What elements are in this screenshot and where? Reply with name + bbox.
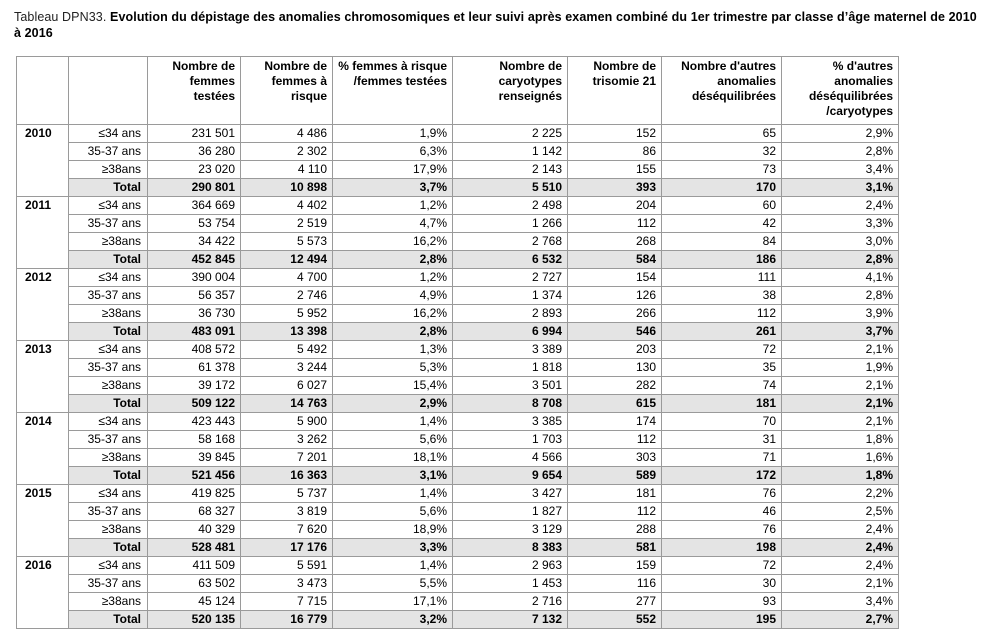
total-row [17, 539, 899, 557]
table-row [17, 557, 899, 575]
age-class-cell: Total [69, 323, 148, 341]
header-cell: % femmes à risque /femmes testées [333, 57, 453, 125]
total-row [17, 323, 899, 341]
table-row [17, 233, 899, 251]
value-cell: 2 498 [453, 197, 568, 215]
year-cell: 2010 [17, 125, 69, 197]
value-cell: 4 402 [241, 197, 333, 215]
age-class-cell: Total [69, 467, 148, 485]
value-cell: 152 [568, 125, 662, 143]
value-cell: 4 110 [241, 161, 333, 179]
value-cell: 8 383 [453, 539, 568, 557]
age-class-cell: ≥38ans [69, 305, 148, 323]
value-cell: 174 [568, 413, 662, 431]
value-cell: 266 [568, 305, 662, 323]
value-cell: 5 591 [241, 557, 333, 575]
value-cell: 8 708 [453, 395, 568, 413]
header-cell: Nombre de caryotypes renseignés [453, 57, 568, 125]
value-cell: 58 168 [148, 431, 241, 449]
value-cell: 546 [568, 323, 662, 341]
value-cell: 2,1% [782, 377, 899, 395]
table-row [17, 287, 899, 305]
value-cell: 38 [662, 287, 782, 305]
age-class-cell: Total [69, 395, 148, 413]
value-cell: 4,9% [333, 287, 453, 305]
value-cell: 5 737 [241, 485, 333, 503]
value-cell: 7 201 [241, 449, 333, 467]
value-cell: 17,1% [333, 593, 453, 611]
table-row [17, 449, 899, 467]
table-row [17, 143, 899, 161]
value-cell: 12 494 [241, 251, 333, 269]
value-cell: 2,8% [782, 143, 899, 161]
value-cell: 112 [568, 431, 662, 449]
value-cell: 63 502 [148, 575, 241, 593]
value-cell: 2,4% [782, 557, 899, 575]
value-cell: 3 262 [241, 431, 333, 449]
value-cell: 5 900 [241, 413, 333, 431]
value-cell: 17 176 [241, 539, 333, 557]
value-cell: 5 952 [241, 305, 333, 323]
value-cell: 35 [662, 359, 782, 377]
value-cell: 261 [662, 323, 782, 341]
value-cell: 126 [568, 287, 662, 305]
age-class-cell: Total [69, 611, 148, 629]
value-cell: 3,2% [333, 611, 453, 629]
value-cell: 3 244 [241, 359, 333, 377]
age-class-cell: 35-37 ans [69, 215, 148, 233]
value-cell: 4 566 [453, 449, 568, 467]
table-row [17, 575, 899, 593]
value-cell: 6 994 [453, 323, 568, 341]
value-cell: 13 398 [241, 323, 333, 341]
value-cell: 4 700 [241, 269, 333, 287]
value-cell: 7 715 [241, 593, 333, 611]
value-cell: 70 [662, 413, 782, 431]
value-cell: 521 456 [148, 467, 241, 485]
age-class-cell: 35-37 ans [69, 359, 148, 377]
age-class-cell: 35-37 ans [69, 431, 148, 449]
year-cell: 2015 [17, 485, 69, 557]
value-cell: 589 [568, 467, 662, 485]
value-cell: 4 486 [241, 125, 333, 143]
table-body [17, 125, 899, 629]
value-cell: 2,9% [782, 125, 899, 143]
value-cell: 112 [568, 503, 662, 521]
total-row [17, 611, 899, 629]
header-row [17, 57, 899, 125]
value-cell: 2,4% [782, 197, 899, 215]
value-cell: 1,4% [333, 557, 453, 575]
value-cell: 76 [662, 521, 782, 539]
value-cell: 36 280 [148, 143, 241, 161]
value-cell: 16,2% [333, 305, 453, 323]
value-cell: 18,9% [333, 521, 453, 539]
age-class-cell: ≤34 ans [69, 197, 148, 215]
value-cell: 1 827 [453, 503, 568, 521]
value-cell: 1,2% [333, 269, 453, 287]
table-row [17, 269, 899, 287]
value-cell: 46 [662, 503, 782, 521]
caption-text: Evolution du dépistage des anomalies chromosomiques et leur suivi après examen combiné du 1er trimestre par classe d’âge maternel de 2010 à 2016 [14, 10, 977, 40]
value-cell: 1,4% [333, 413, 453, 431]
value-cell: 5,6% [333, 503, 453, 521]
year-cell: 2016 [17, 557, 69, 629]
value-cell: 130 [568, 359, 662, 377]
table-row [17, 161, 899, 179]
value-cell: 3,0% [782, 233, 899, 251]
value-cell: 364 669 [148, 197, 241, 215]
age-class-cell: Total [69, 251, 148, 269]
header-cell: Nombre de femmes testées [148, 57, 241, 125]
value-cell: 186 [662, 251, 782, 269]
value-cell: 3,7% [333, 179, 453, 197]
value-cell: 39 172 [148, 377, 241, 395]
table-row [17, 197, 899, 215]
value-cell: 9 654 [453, 467, 568, 485]
value-cell: 30 [662, 575, 782, 593]
value-cell: 93 [662, 593, 782, 611]
value-cell: 1 142 [453, 143, 568, 161]
age-class-cell: Total [69, 179, 148, 197]
table-row [17, 341, 899, 359]
value-cell: 3,4% [782, 593, 899, 611]
value-cell: 1 266 [453, 215, 568, 233]
value-cell: 56 357 [148, 287, 241, 305]
value-cell: 112 [662, 305, 782, 323]
header-cell [69, 57, 148, 125]
value-cell: 53 754 [148, 215, 241, 233]
value-cell: 15,4% [333, 377, 453, 395]
value-cell: 390 004 [148, 269, 241, 287]
total-row [17, 179, 899, 197]
value-cell: 423 443 [148, 413, 241, 431]
value-cell: 116 [568, 575, 662, 593]
value-cell: 2 746 [241, 287, 333, 305]
table-row [17, 521, 899, 539]
age-class-cell: ≥38ans [69, 449, 148, 467]
header-cell [17, 57, 69, 125]
table-row [17, 413, 899, 431]
value-cell: 3 501 [453, 377, 568, 395]
value-cell: 16,2% [333, 233, 453, 251]
value-cell: 509 122 [148, 395, 241, 413]
table-row [17, 305, 899, 323]
value-cell: 34 422 [148, 233, 241, 251]
value-cell: 3,1% [333, 467, 453, 485]
value-cell: 1 374 [453, 287, 568, 305]
age-class-cell: ≥38ans [69, 233, 148, 251]
value-cell: 3,3% [782, 215, 899, 233]
value-cell: 74 [662, 377, 782, 395]
value-cell: 3,4% [782, 161, 899, 179]
value-cell: 2 716 [453, 593, 568, 611]
value-cell: 581 [568, 539, 662, 557]
value-cell: 76 [662, 485, 782, 503]
value-cell: 2,4% [782, 539, 899, 557]
value-cell: 3 427 [453, 485, 568, 503]
value-cell: 42 [662, 215, 782, 233]
value-cell: 2,7% [782, 611, 899, 629]
value-cell: 2,5% [782, 503, 899, 521]
value-cell: 393 [568, 179, 662, 197]
value-cell: 154 [568, 269, 662, 287]
value-cell: 2,9% [333, 395, 453, 413]
value-cell: 17,9% [333, 161, 453, 179]
age-class-cell: ≤34 ans [69, 413, 148, 431]
value-cell: 2 893 [453, 305, 568, 323]
value-cell: 159 [568, 557, 662, 575]
value-cell: 282 [568, 377, 662, 395]
value-cell: 1,4% [333, 485, 453, 503]
year-cell: 2011 [17, 197, 69, 269]
value-cell: 72 [662, 341, 782, 359]
value-cell: 1 818 [453, 359, 568, 377]
value-cell: 61 378 [148, 359, 241, 377]
header-cell: Nombre de femmes à risque [241, 57, 333, 125]
value-cell: 2,8% [782, 251, 899, 269]
value-cell: 72 [662, 557, 782, 575]
value-cell: 483 091 [148, 323, 241, 341]
value-cell: 10 898 [241, 179, 333, 197]
value-cell: 111 [662, 269, 782, 287]
value-cell: 1,3% [333, 341, 453, 359]
value-cell: 6,3% [333, 143, 453, 161]
value-cell: 112 [568, 215, 662, 233]
value-cell: 419 825 [148, 485, 241, 503]
value-cell: 172 [662, 467, 782, 485]
age-class-cell: 35-37 ans [69, 575, 148, 593]
value-cell: 195 [662, 611, 782, 629]
age-class-cell: ≤34 ans [69, 341, 148, 359]
age-class-cell: ≤34 ans [69, 485, 148, 503]
header-cell: Nombre d'autres anomalies déséquilibrées [662, 57, 782, 125]
value-cell: 71 [662, 449, 782, 467]
value-cell: 2 143 [453, 161, 568, 179]
value-cell: 1,2% [333, 197, 453, 215]
value-cell: 2 519 [241, 215, 333, 233]
value-cell: 1 703 [453, 431, 568, 449]
year-cell: 2012 [17, 269, 69, 341]
value-cell: 277 [568, 593, 662, 611]
year-cell: 2014 [17, 413, 69, 485]
table-row [17, 503, 899, 521]
table-row [17, 359, 899, 377]
value-cell: 288 [568, 521, 662, 539]
value-cell: 2,1% [782, 413, 899, 431]
age-class-cell: ≤34 ans [69, 125, 148, 143]
value-cell: 290 801 [148, 179, 241, 197]
value-cell: 2 768 [453, 233, 568, 251]
table-caption [14, 9, 979, 41]
total-row [17, 395, 899, 413]
value-cell: 7 132 [453, 611, 568, 629]
age-class-cell: 35-37 ans [69, 287, 148, 305]
value-cell: 86 [568, 143, 662, 161]
value-cell: 73 [662, 161, 782, 179]
value-cell: 23 020 [148, 161, 241, 179]
value-cell: 2,1% [782, 575, 899, 593]
age-class-cell: ≥38ans [69, 521, 148, 539]
table-row [17, 377, 899, 395]
value-cell: 181 [662, 395, 782, 413]
value-cell: 3,7% [782, 323, 899, 341]
value-cell: 14 763 [241, 395, 333, 413]
value-cell: 5 510 [453, 179, 568, 197]
value-cell: 2 963 [453, 557, 568, 575]
value-cell: 2,4% [782, 521, 899, 539]
value-cell: 5 492 [241, 341, 333, 359]
value-cell: 6 027 [241, 377, 333, 395]
value-cell: 3 385 [453, 413, 568, 431]
value-cell: 204 [568, 197, 662, 215]
value-cell: 5,5% [333, 575, 453, 593]
value-cell: 40 329 [148, 521, 241, 539]
age-class-cell: ≥38ans [69, 593, 148, 611]
value-cell: 3,9% [782, 305, 899, 323]
value-cell: 1,8% [782, 431, 899, 449]
table-row [17, 215, 899, 233]
value-cell: 65 [662, 125, 782, 143]
screening-table [16, 56, 899, 629]
value-cell: 16 363 [241, 467, 333, 485]
value-cell: 36 730 [148, 305, 241, 323]
value-cell: 1 453 [453, 575, 568, 593]
value-cell: 520 135 [148, 611, 241, 629]
value-cell: 231 501 [148, 125, 241, 143]
value-cell: 1,9% [782, 359, 899, 377]
value-cell: 1,9% [333, 125, 453, 143]
value-cell: 31 [662, 431, 782, 449]
value-cell: 198 [662, 539, 782, 557]
value-cell: 2,8% [333, 251, 453, 269]
age-class-cell: 35-37 ans [69, 503, 148, 521]
value-cell: 615 [568, 395, 662, 413]
value-cell: 411 509 [148, 557, 241, 575]
age-class-cell: 35-37 ans [69, 143, 148, 161]
value-cell: 584 [568, 251, 662, 269]
value-cell: 2 302 [241, 143, 333, 161]
age-class-cell: ≤34 ans [69, 557, 148, 575]
value-cell: 5,3% [333, 359, 453, 377]
value-cell: 16 779 [241, 611, 333, 629]
table-row [17, 593, 899, 611]
value-cell: 203 [568, 341, 662, 359]
value-cell: 4,7% [333, 215, 453, 233]
value-cell: 170 [662, 179, 782, 197]
value-cell: 68 327 [148, 503, 241, 521]
value-cell: 32 [662, 143, 782, 161]
value-cell: 4,1% [782, 269, 899, 287]
value-cell: 2 225 [453, 125, 568, 143]
value-cell: 528 481 [148, 539, 241, 557]
header-cell: Nombre de trisomie 21 [568, 57, 662, 125]
value-cell: 84 [662, 233, 782, 251]
table-row [17, 431, 899, 449]
value-cell: 39 845 [148, 449, 241, 467]
value-cell: 2,1% [782, 395, 899, 413]
caption-label: Tableau DPN33. [14, 10, 107, 24]
value-cell: 45 124 [148, 593, 241, 611]
value-cell: 2,1% [782, 341, 899, 359]
value-cell: 2 727 [453, 269, 568, 287]
value-cell: 3,1% [782, 179, 899, 197]
age-class-cell: ≥38ans [69, 161, 148, 179]
value-cell: 3,3% [333, 539, 453, 557]
value-cell: 5 573 [241, 233, 333, 251]
value-cell: 5,6% [333, 431, 453, 449]
age-class-cell: ≤34 ans [69, 269, 148, 287]
value-cell: 552 [568, 611, 662, 629]
value-cell: 452 845 [148, 251, 241, 269]
total-row [17, 251, 899, 269]
value-cell: 3 389 [453, 341, 568, 359]
value-cell: 2,2% [782, 485, 899, 503]
value-cell: 6 532 [453, 251, 568, 269]
table-row [17, 485, 899, 503]
value-cell: 3 473 [241, 575, 333, 593]
value-cell: 181 [568, 485, 662, 503]
year-cell: 2013 [17, 341, 69, 413]
value-cell: 1,6% [782, 449, 899, 467]
value-cell: 268 [568, 233, 662, 251]
total-row [17, 467, 899, 485]
header-cell: % d'autres anomalies déséquilibrées /caryotypes [782, 57, 899, 125]
value-cell: 7 620 [241, 521, 333, 539]
value-cell: 18,1% [333, 449, 453, 467]
age-class-cell: Total [69, 539, 148, 557]
value-cell: 155 [568, 161, 662, 179]
value-cell: 408 572 [148, 341, 241, 359]
value-cell: 303 [568, 449, 662, 467]
value-cell: 1,8% [782, 467, 899, 485]
value-cell: 3 129 [453, 521, 568, 539]
value-cell: 60 [662, 197, 782, 215]
table-row [17, 125, 899, 143]
age-class-cell: ≥38ans [69, 377, 148, 395]
value-cell: 2,8% [333, 323, 453, 341]
value-cell: 3 819 [241, 503, 333, 521]
value-cell: 2,8% [782, 287, 899, 305]
